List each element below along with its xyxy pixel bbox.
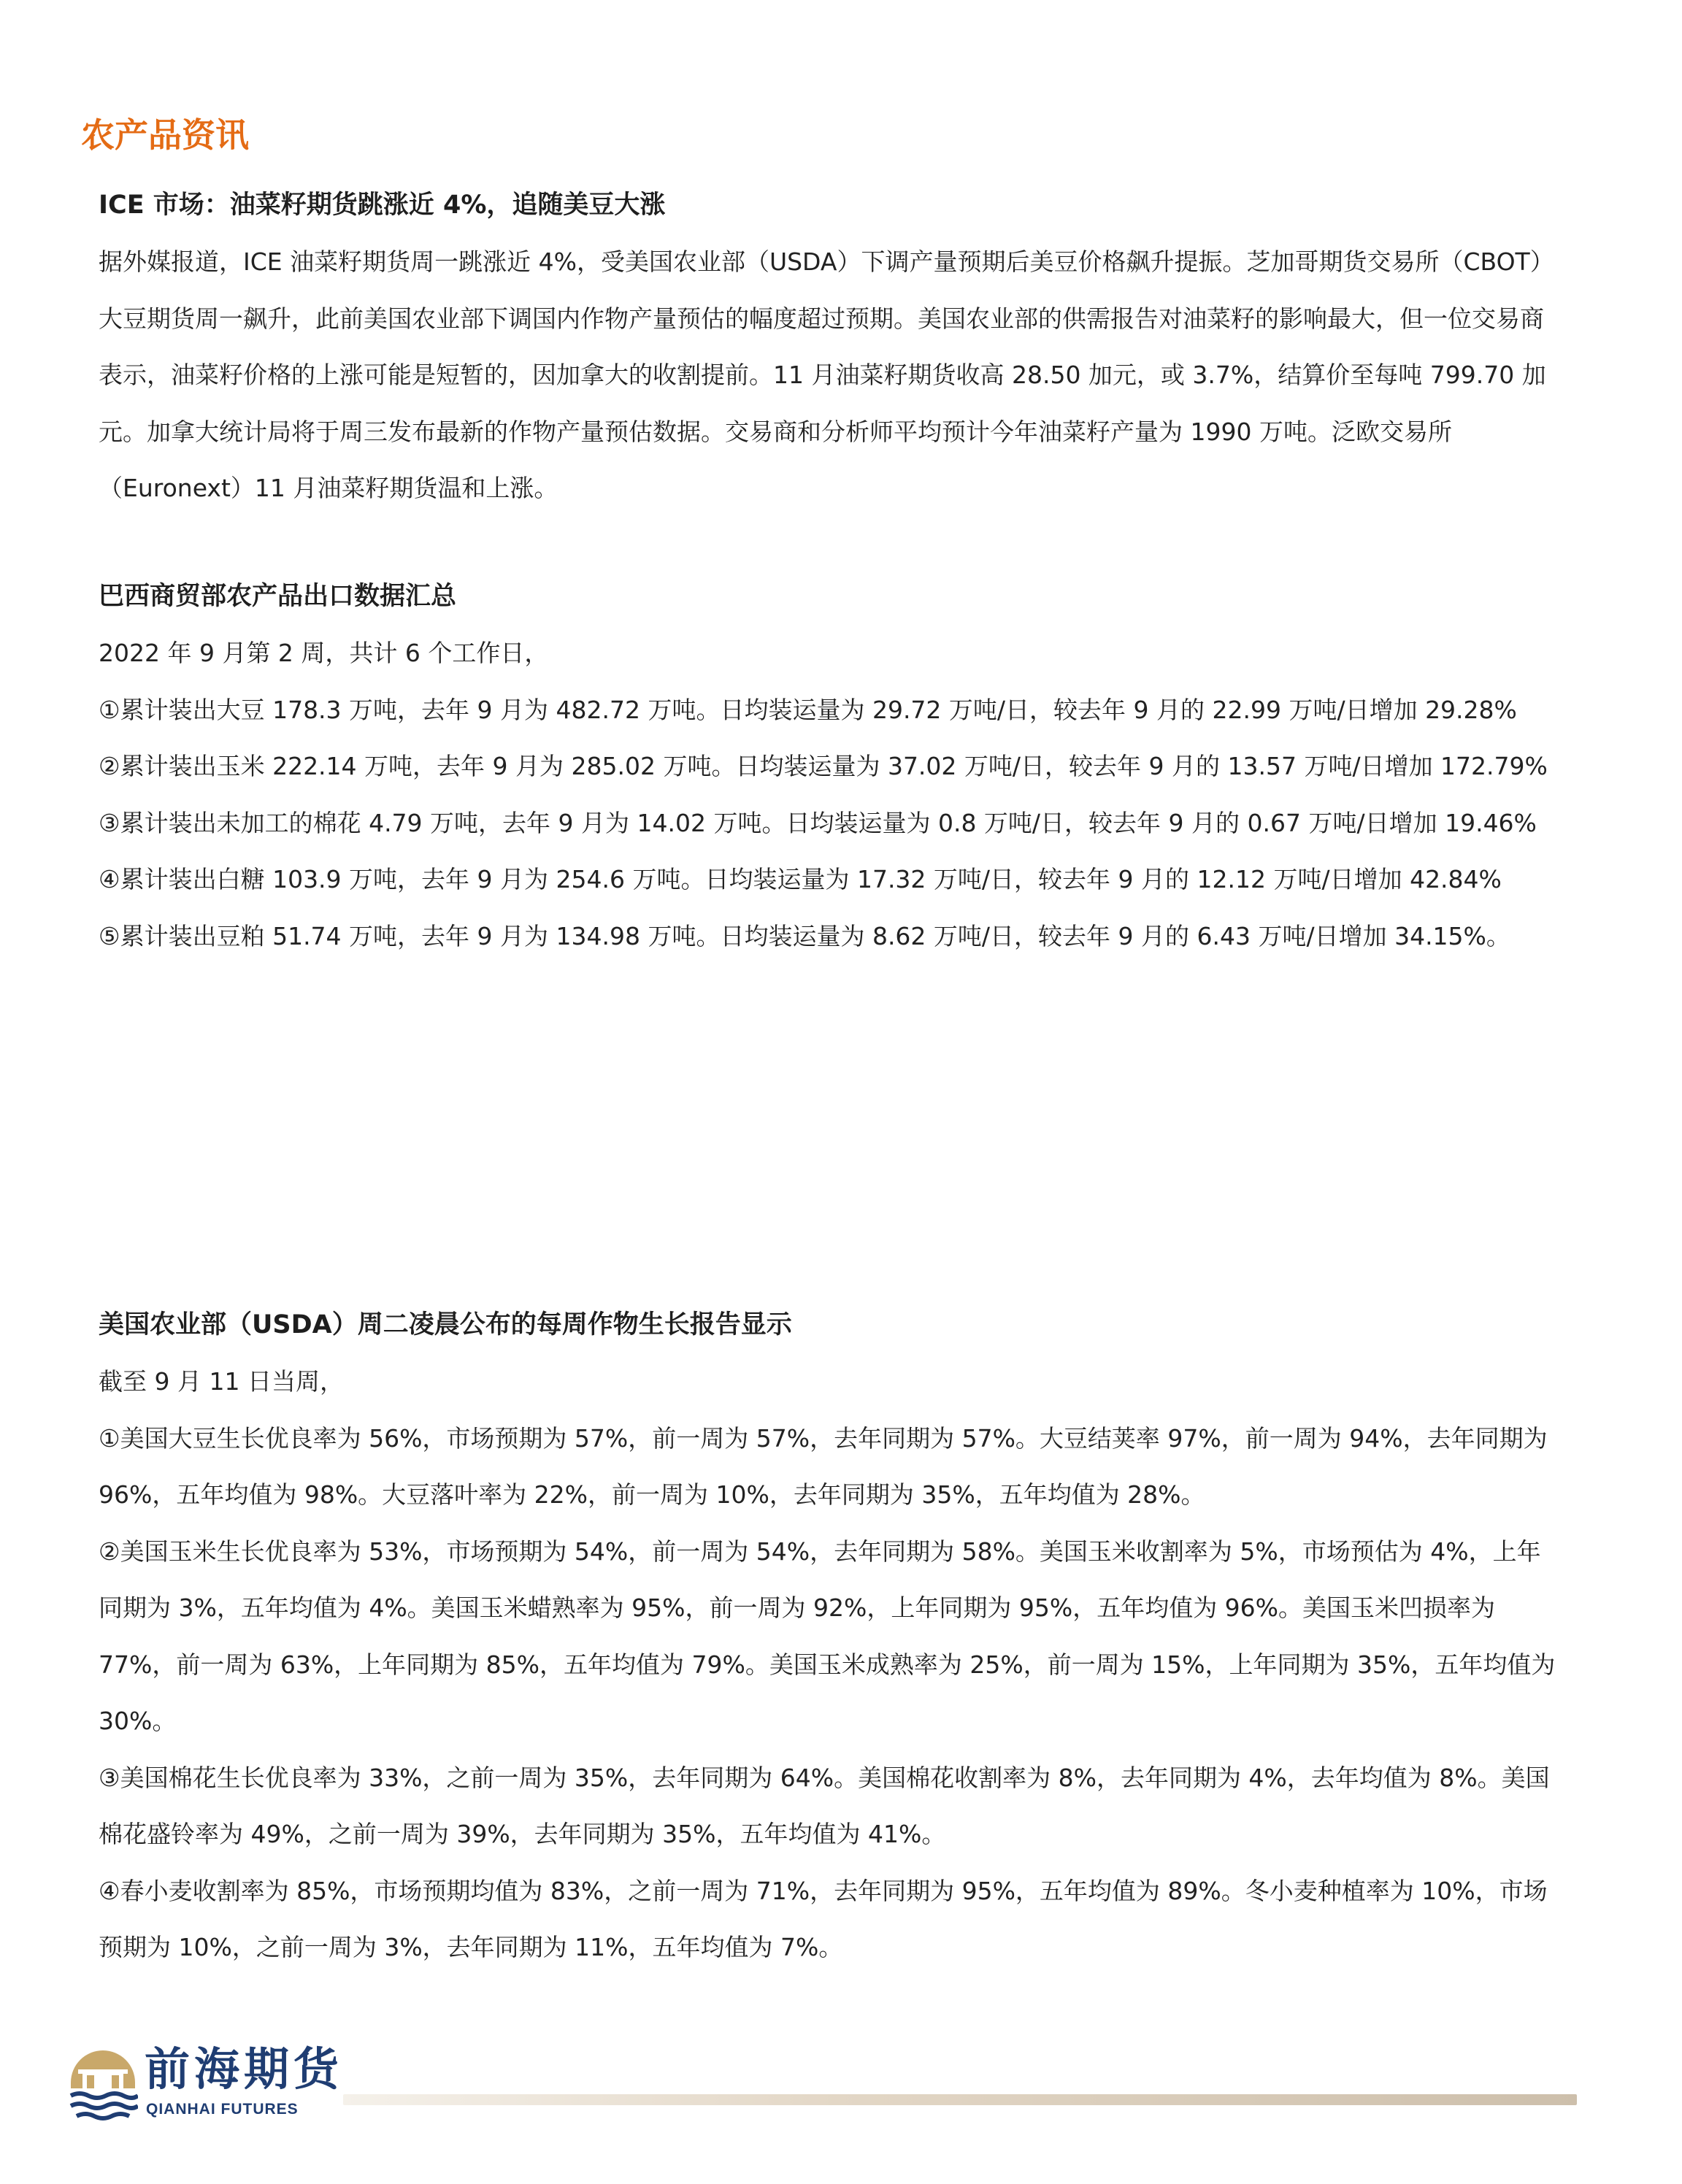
article-ice-canola [99,177,1559,517]
logo-english-name: QIANHAI FUTURES [146,2101,299,2118]
qianhai-gate-logo-icon [68,2040,138,2126]
footer-divider-bar [343,2094,1577,2105]
article-paragraph: ②美国玉米生长优良率为 53%，市场预期为 54%，前一周为 54%，去年同期为 58%。美国玉米收割率为 5%，市场预估为 4%，上年同期为 3%，五年均值为 4%。美国玉米蜡熟率为 95%，前一周为 92%，上年同期为 95%，五年均值为 96%。美国玉米凹损率为 77%，前一周为 63%，上年同期为 85%，五年均值为 79%。美国玉米成熟率为 25%，前一周为 15%，上年同期为 35%，五年均值为 30%。 [99,1537,1556,1735]
article-paragraph: ①累计装出大豆 178.3 万吨，去年 9 月为 482.72 万吨。日均装运量为 29.72 万吨/日，较去年 9 月的 22.99 万吨/日增加 29.28% [99,695,1517,724]
article-paragraph: 据外媒报道，ICE 油菜籽期货周一跳涨近 4%，受美国农业部（USDA）下调产量预期后美豆价格飙升提振。芝加哥期货交易所（CBOT）大豆期货周一飙升，此前美国农业部下调国内作物产量预估的幅度超过预期。美国农业部的供需报告对油菜籽的影响最大，但一位交易商表示，油菜籽价格的上涨可能是短暂的，因加拿大的收割提前。11 月油菜籽期货收高 28.50 加元，或 3.7%，结算价至每吨 799.70 加元。加拿大统计局将于周三发布最新的作物产量预估数据。交易商和分析师平均预计今年油菜籽产量为 1990 万吨。泛欧交易所（Euronext）11 月油菜籽期货温和上涨。 [99,247,1554,502]
section-title: 农产品资讯 [81,115,249,155]
article-paragraph: ④累计装出白糖 103.9 万吨，去年 9 月为 254.6 万吨。日均装运量为 17.32 万吨/日，较去年 9 月的 12.12 万吨/日增加 42.84% [99,865,1502,893]
article-paragraph: 截至 9 月 11 日当周， [99,1367,344,1396]
logo-chinese-name: 前海期货 [145,2042,344,2096]
article-heading: ICE 市场：油菜籽期货跳涨近 4%，追随美豆大涨 [99,191,666,220]
article-paragraph: ③美国棉花生长优良率为 33%，之前一周为 35%，去年同期为 64%。美国棉花收割率为 8%，去年同期为 4%，去年均值为 8%。美国棉花盛铃率为 49%，之前一周为 39%，去年同期为 35%，五年均值为 41%。 [99,1763,1550,1848]
article-paragraph: ④春小麦收割率为 85%，市场预期均值为 83%，之前一周为 71%，去年同期为 95%，五年均值为 89%。冬小麦种植率为 10%，市场预期为 10%，之前一周为 3%，去年同期为 11%，五年均值为 7%。 [99,1876,1548,1961]
article-heading: 巴西商贸部农产品出口数据汇总 [99,582,457,611]
article-paragraph: 2022 年 9 月第 2 周，共计 6 个工作日， [99,639,549,667]
article-paragraph: ①美国大豆生长优良率为 56%，市场预期为 57%，前一周为 57%，去年同期为 57%。大豆结荚率 97%，前一周为 94%，去年同期为 96%，五年均值为 98%。大豆落叶率为 22%，前一周为 10%，去年同期为 35%，五年均值为 28%。 [99,1423,1548,1509]
article-paragraph: ③累计装出未加工的棉花 4.79 万吨，去年 9 月为 14.02 万吨。日均装运量为 0.8 万吨/日，较去年 9 月的 0.67 万吨/日增加 19.46% [99,808,1537,837]
article-paragraph: ②累计装出玉米 222.14 万吨，去年 9 月为 285.02 万吨。日均装运量为 37.02 万吨/日，较去年 9 月的 13.57 万吨/日增加 172.79% [99,752,1548,780]
article-brazil-exports [99,568,1559,964]
article-heading: 美国农业部（USDA）周二凌晨公布的每周作物生长报告显示 [99,1310,792,1339]
article-usda-crop-progress [99,1296,1559,1976]
article-paragraph: ⑤累计装出豆粕 51.74 万吨，去年 9 月为 134.98 万吨。日均装运量为 8.62 万吨/日，较去年 9 月的 6.43 万吨/日增加 34.15%。 [99,921,1510,950]
